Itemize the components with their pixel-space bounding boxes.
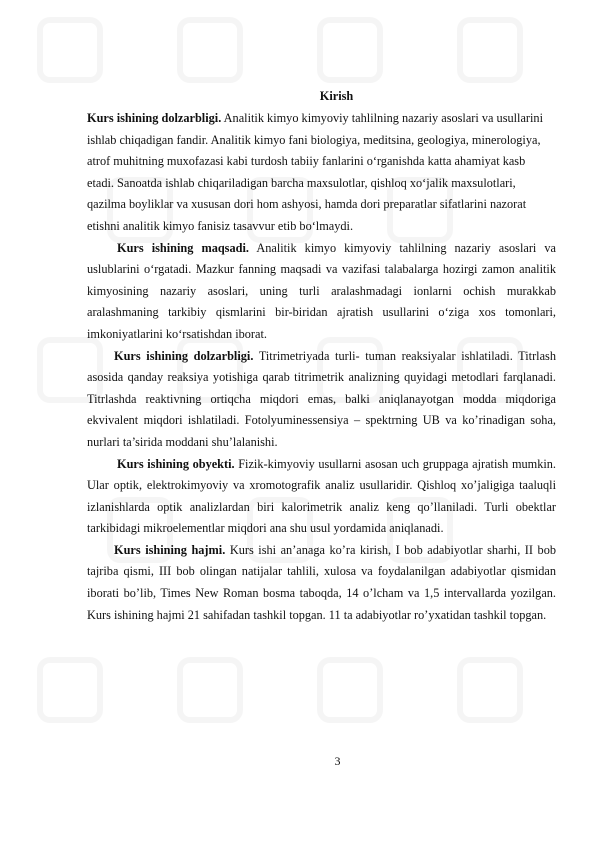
paragraph-lead: Kurs ishining dolzarbligi. <box>87 111 222 125</box>
page-number: 3 <box>334 754 341 768</box>
paragraph-text: Kurs ishi an’anaga ko’ra kirish, I bob adabiyotlar sharhi, II bob tajriba qismi, III bob olingan natijalar tahlili, xulosa va foydalanilgan adabiyotlar qismidan iborati bo’lib, Times New Roman bosma taboqda, 14 o’lcham va 1,5 intervallarda yozilgan. Kurs ishining hajmi 21 sahifadan tashkil topgan. 11 ta adabiyotlar ro’yxatidan tashkil topgan. <box>87 542 556 622</box>
paragraph-goal <box>87 238 556 346</box>
document-body <box>87 86 556 626</box>
paragraph-lead: Kurs ishining maqsadi. <box>117 240 249 255</box>
paragraph-lead: Kurs ishining obyekti. <box>117 456 235 471</box>
paragraph-relevance-1 <box>87 108 556 238</box>
paragraph-lead: Kurs ishining hajmi. <box>114 542 226 557</box>
paragraph-text: Fizik-kimyoviy usullarni asosan uch gruppaga ajratish mumkin. Ular optik, elektrokimyoviy va xromotografik analiz usullaridir. Qishloq xo’jaligiga taaluqli izlanishlarda optik analizlardan biri kalorimetrik analiz keng qo’llaniladi. Turli obektlar tarkibidagi mikroelementlar miqdori ana shu usul yordamida aniqlanadi. <box>87 456 557 536</box>
paragraph-lead: Kurs ishining dolzarbligi. <box>114 348 254 363</box>
paragraph-text: Analitik kimyo kimyoviy tahlilning nazariy asoslari va usullarini ishlab chiqadigan fandir. Analitik kimyo fani biologiya, meditsina, geologiya, minerologiya, atrof muhitning muxofazasi kabi turdosh tabiiy fanlarini o‘rganishda katta ahamiyat kasb etadi. Sanoatda ishlab chiqariladigan barcha maxsulotlar, qishloq xo‘jalik maxsulotlari, qazilma boyliklar va xususan dori hom ashyosi, hamda dori preparatlar sifatlarini nazorat etishni analitik kimyo fanisiz tasavvur etib bo‘lmaydi. <box>87 111 543 233</box>
paragraph-volume <box>87 540 556 626</box>
paragraph-text: Titrimetriyada turli- tuman reaksiyalar ishlatiladi. Titrlash asosida qanday reaksiya yotishiga qarab titrimetrik analizning quyidagi metodlari farqlanadi. Titrlashda reaktivning ortiqcha miqdori emas, balki aniqlanayotgan modda miqdoriga ekvivalent miqdori ishlatiladi. Fotolyuminessensiya – spektrning UB va ko’rinadigan soha, nurlari ta’sirida moddani shu’lalanishi. <box>87 348 556 449</box>
paragraph-object <box>87 454 556 540</box>
paragraph-text: Analitik kimyo kimyoviy tahlilning nazariy asoslari va uslublarini o‘rgatadi. Mazkur fanning maqsadi va vazifasi talabalarga hozirgi zamon analitik kimyosining nazariy asoslari, uning turli aralashmadagi ionlarni ochish murakkab aralashmaning tarkibiy qismlarini bir-biridan ajratish usullarini o‘ziga xos tomonlari, imkoniyatlarini ko‘rsatishdan iborat. <box>87 240 556 341</box>
paragraph-relevance-2 <box>87 346 556 454</box>
section-title: Kirish <box>319 89 354 103</box>
